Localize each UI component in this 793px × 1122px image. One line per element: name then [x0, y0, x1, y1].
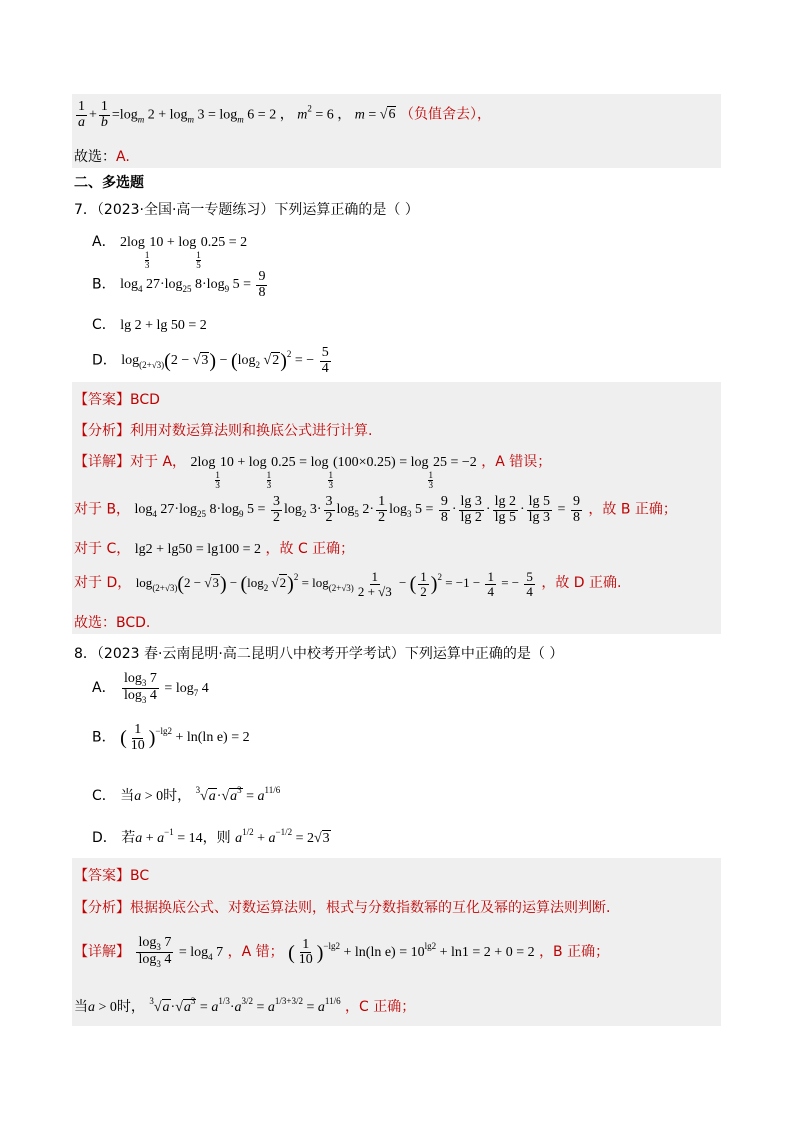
section-heading: 二、多选题: [74, 175, 144, 191]
q7-stem: 7．（2023·全国·高一专题练习）下列运算正确的是（ ）: [74, 202, 419, 218]
top-answer-line: 故选：A.: [74, 149, 130, 165]
q7-option-c: C． lg 2 + lg 50 = 2: [92, 317, 207, 333]
q8-stem: 8．（2023 春·云南昆明·高二昆明八中校考开学考试）下列运算中正确的是（ ）: [74, 646, 564, 662]
q8-option-a: A． $\frac{\log_3 7}{\log_3 4}$ = $\log_7 4$: [92, 671, 209, 706]
q7-detail-c: 对于 C， lg2 + lg50 = lg100 = 2 ，故 C 正确；: [74, 541, 355, 557]
top-equation: $\frac{1}{a}$ + $\frac{1}{b}$ $=\log_m$ $2 + \log_m 3 = \log_m 6 = 2$ ， $m^2 = 6$ ， m = √6 （负值舍去），: [78, 99, 491, 130]
q8-detail-c: 当a > 0时， $^3√a\cdot√a^3 = a^{1/3}\cdot a^{3/2} = a^{1/3+3/2} = a^{11/6}$ ，C 正确；: [74, 996, 416, 1015]
q8-detail-ab: 【详解】 $\frac{\log_3 7}{\log_3 4}$ = $\log_4 7$ ，A 错； ( $\frac{1}{10}$ )$^{-lg2}$ + ln(ln $e) = 10^{lg2} + \ln 1 = 2 + 0 = 2$ ，B 正确；: [74, 935, 610, 970]
q8-analysis: 【分析】根据换底公式、对数运算法则，根式与分数指数幂的互化及幂的运算法则判断.: [74, 900, 611, 916]
q7-detail-b: 对于 B， $\log_4 27\cdot\log_{25}$ $8\cdot\log_9$ 5 = $\frac{3}{2}$ $\log_2 3\cdot$ $\frac{3}{2}$ $\log_5 2\cdot$ $\frac{1}{2}$ $\log_3 5$ = $\frac{9}{8}$ · $\frac{\lg 3}{\lg 2}$ · $\frac{\lg 2}{\lg 5}$ · $\frac{\lg 5}{\lg 3}$ = $\frac{9}{8}$ ，故 B 正确；: [74, 494, 677, 525]
q8-option-c: C． 当a > 0时， $^3√a\cdot√a^3 = a^{11/6}$: [92, 785, 281, 804]
q7-detail-a: 【详解】对于 A， 2log $\frac{1}{3}$ 10 + log $\frac{1}{3}$ 0.25 = log $\frac{1}{3}$ (100×0.25) = log $\frac{1}{3}$ 25 = −2 ，A 错误；: [74, 454, 552, 490]
q8-answer: 【答案】BC: [74, 868, 150, 884]
q7-detail-d: 对于 D， $\log_{(2+√3)}(2 - √3) - (\log_2$ $√2)^2 = \log_{(2+√3)}$ $\frac{1}{2 + √3}$ − ( $\frac{1}{2}$ )$^2$ = −1 − $\frac{1}{4}$ = − $\frac{5}{4}$ ，故 D 正确.: [74, 569, 622, 599]
q7-option-d: D． $\log_{(2+√3)}(2 - √3) - (\log_2$ √2)$^2$ = − $\frac{5}{4}$: [92, 345, 329, 376]
negative-value-note: （负值舍去），: [399, 106, 491, 123]
q7-final-answer: 故选：BCD.: [74, 615, 151, 631]
q7-analysis: 【分析】利用对数运算法则和换底公式进行计算.: [74, 423, 373, 439]
q8-option-b: B． ( $\frac{1}{10}$ )$^{-lg2}$ + ln(ln e) = 2: [92, 722, 250, 753]
q8-option-d: D． 若$a + a^{-1} = 14$，则 $a^{1/2} + a^{-1/2} = 2√3$: [92, 827, 330, 846]
q7-option-b: B． $\log_4 27\cdot\log_{25}$ $8\cdot\log_9$ 5 = $\frac{9}{8}$: [92, 269, 266, 300]
q7-option-a: A． 2log $\frac{1}{3}$ 10 + log $\frac{1}{5}$ 0.25 = 2: [92, 234, 248, 270]
q7-answer: 【答案】BCD: [74, 392, 160, 408]
